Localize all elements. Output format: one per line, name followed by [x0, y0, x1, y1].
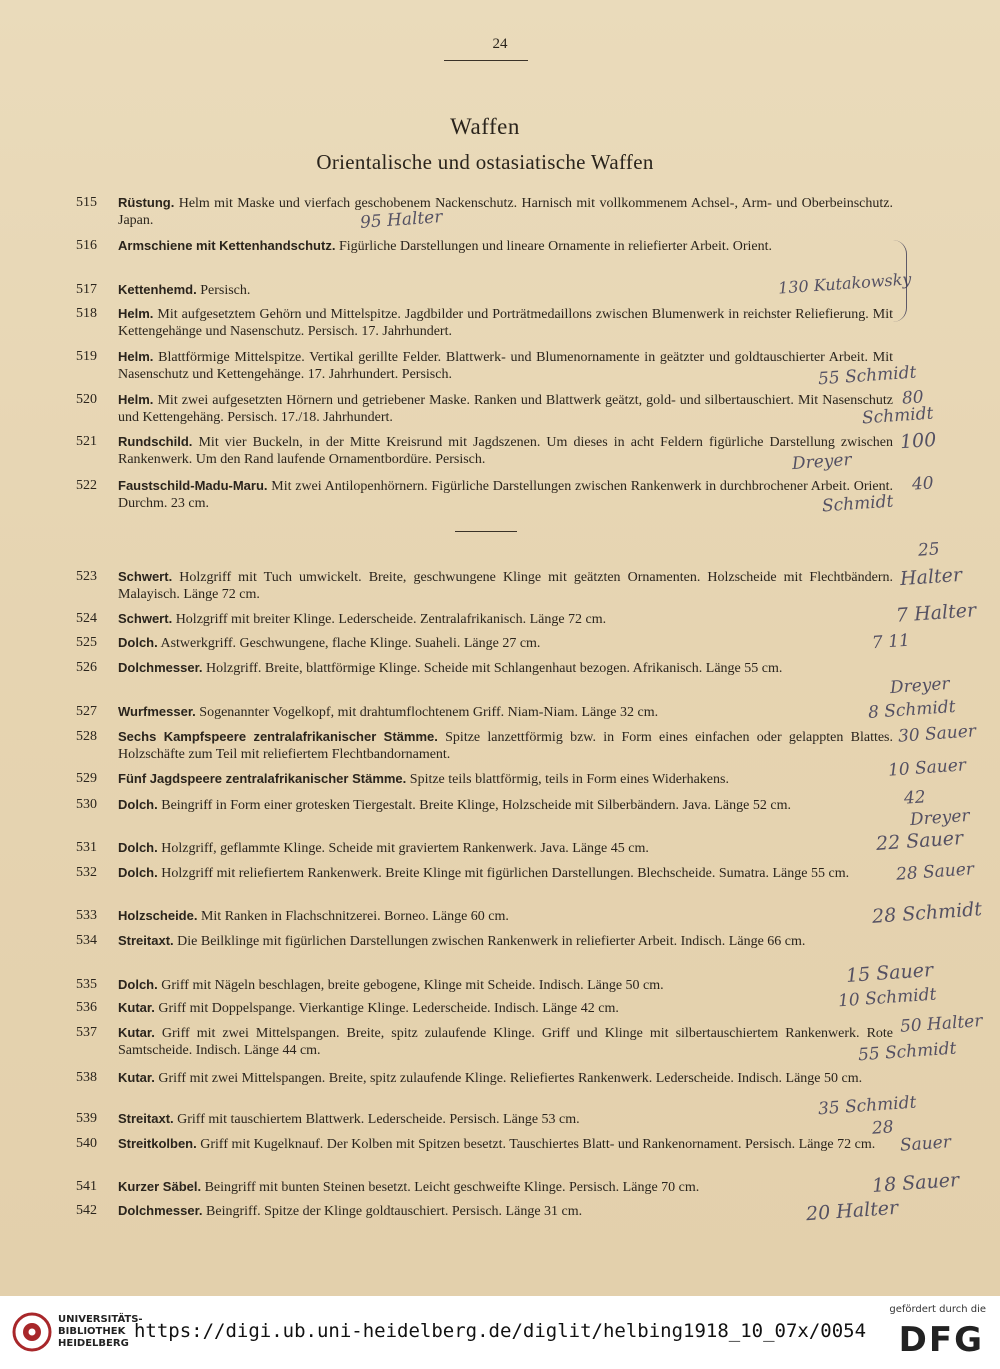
handwritten-annotation: Sauer — [899, 1132, 952, 1156]
lot-title: Helm. — [118, 306, 154, 321]
lot-description: Helm mit Maske und vierfach geschobenem Nackenschutz. Harnisch mit vollkommenem Achsel-, Arm- und Oberbeinschutz. Japan. — [118, 196, 893, 228]
source-url-link[interactable]: https://digi.ub.uni-heidelberg.de/diglit/helbing1918_10_07x/0054 — [133, 1320, 867, 1342]
lot-description: Blattförmige Mittelspitze. Vertikal gerillte Felder. Blattwerk- und Blumenornamente in geätzter und goldtauschierter Arbeit. Mit Nasenschutz und Kettengehänge. 17. Jahrhundert. Persisch. — [118, 350, 894, 382]
lot-number: 522 — [76, 478, 97, 493]
lot-number: 523 — [76, 569, 97, 584]
lot-number: 519 — [76, 349, 97, 364]
lot-title: Dolch. — [118, 797, 158, 812]
lot-title: Rundschild. — [118, 434, 193, 449]
page-number-rule — [444, 60, 528, 61]
lot-title: Dolch. — [118, 977, 158, 992]
lot-description: Griff mit zwei Mittelspangen. Breite, spitz zulaufende Klinge. Griff und Klinge mit silbertauschiertem Rankenwerk. Rote Samtscheide. Indisch. Länge 44 cm. — [118, 1026, 894, 1058]
lot-title: Kutar. — [118, 1070, 155, 1085]
footer-bar — [0, 1296, 1000, 1369]
lot-description: Die Beilklinge mit figürlichen Darstellungen zwischen Rankenwerk in reliefierter Arbeit. Indisch. Länge 66 cm. — [177, 934, 806, 949]
lot-title: Rüstung. — [118, 195, 175, 210]
lot-title: Dolchmesser. — [118, 1203, 203, 1218]
lot-title: Streitaxt. — [118, 933, 174, 948]
lot-number: 518 — [76, 306, 97, 321]
lot-description: Holzgriff, geflammte Klinge. Scheide mit graviertem Rankenwerk. Java. Länge 45 cm. — [161, 841, 649, 856]
lot-title: Kutar. — [118, 1025, 155, 1040]
handwritten-annotation: Halter — [899, 563, 963, 591]
lot-description: Persisch. — [200, 283, 251, 298]
lot-title: Helm. — [118, 392, 154, 407]
lot-description: Griff mit Kugelknauf. Der Kolben mit Spitzen besetzt. Tauschiertes Blatt- und Rankenornament. Persisch. Länge 72 cm. — [200, 1137, 876, 1152]
lot-description: Figürliche Darstellungen und lineare Ornamente in reliefierter Arbeit. Orient. — [338, 239, 773, 254]
lot-description: Spitze lanzettförmig bzw. in Form eines einfachen oder gelappten Blattes. Holzschäfte zum Teil mit reliefiertem Flechtbandornament. — [118, 730, 894, 762]
lot-title: Dolchmesser. — [118, 660, 203, 675]
section-divider — [455, 531, 517, 532]
handwritten-annotation: 28 — [871, 1117, 895, 1139]
handwritten-annotation: 10 Schmidt — [837, 984, 938, 1012]
lot-number: 535 — [76, 977, 97, 992]
lot-title: Wurfmesser. — [118, 704, 196, 719]
lot-number: 537 — [76, 1025, 97, 1040]
handwritten-annotation: 40 — [911, 473, 935, 495]
handwritten-annotation: 35 Schmidt — [817, 1092, 918, 1120]
lot-description: Beingriff mit bunten Steinen besetzt. Leicht geschweifte Klinge. Persisch. Länge 70 cm. — [204, 1180, 700, 1195]
handwritten-annotation: 25 — [917, 539, 941, 561]
lot-number: 525 — [76, 635, 97, 650]
page-number: 24 — [492, 36, 508, 52]
lot-description: Mit Ranken in Flachschnitzerei. Borneo. Länge 60 cm. — [200, 909, 509, 924]
lot-description: Holzgriff mit reliefiertem Rankenwerk. Breite Klinge mit figürlichen Darstellungen. Blechscheide. Sumatra. Länge 55 cm. — [161, 866, 850, 881]
lot-number: 528 — [76, 729, 97, 744]
lot-number: 521 — [76, 434, 97, 449]
lot-number: 517 — [76, 282, 97, 297]
handwritten-annotation: 80 — [901, 387, 925, 409]
lot-number: 515 — [76, 195, 97, 210]
handwritten-annotation: Dreyer — [909, 805, 971, 831]
institution-line: UNIVERSITÄTS- — [58, 1314, 143, 1325]
lot-title: Dolch. — [118, 865, 158, 880]
handwritten-annotation: 28 Sauer — [895, 859, 975, 885]
lot-description: Griff mit tauschiertem Blattwerk. Lederscheide. Persisch. Länge 53 cm. — [177, 1112, 580, 1127]
lot-number: 538 — [76, 1070, 97, 1085]
lot-description: Mit zwei aufgesetzten Hörnern und getriebener Maske. Ranken und Blattwerk geätzt, gold- und silbertauschiert. Mit Nasenschutz und Kettengehäng. Persisch. 17./18. Jahrhundert. — [118, 393, 894, 425]
institution-line: HEIDELBERG — [58, 1338, 129, 1349]
lot-description: Holzgriff. Breite, blattförmige Klinge. Scheide mit Schlangenhaut bezogen. Afrikanisch. Länge 55 cm. — [206, 661, 783, 676]
handwritten-annotation: 8 Schmidt — [867, 696, 957, 724]
lot-number: 524 — [76, 611, 97, 626]
lot-description: Griff mit Doppelspange. Vierkantige Klinge. Lederscheide. Indisch. Länge 42 cm. — [158, 1001, 619, 1016]
handwritten-annotation: 10 Sauer — [887, 755, 967, 781]
lot-title: Faustschild-Madu-Maru. — [118, 478, 268, 493]
handwritten-annotation: 7 Halter — [895, 599, 977, 627]
funding-caption: gefördert durch die — [889, 1304, 986, 1315]
lot-number: 541 — [76, 1179, 97, 1194]
handwritten-annotation: Schmidt — [861, 403, 935, 429]
lot-description: Beingriff. Spitze der Klinge goldtauschiert. Persisch. Länge 31 cm. — [206, 1204, 583, 1219]
lot-description: Griff mit Nägeln beschlagen, breite gebogene, Klinge mit Scheide. Indisch. Länge 50 cm. — [161, 978, 664, 993]
lot-description: Mit zwei Antilopenhörnern. Figürliche Darstellungen zwischen Rankenwerk in durchbrochener Arbeit. Orient. Durchm. 23 cm. — [118, 479, 894, 511]
lot-number: 542 — [76, 1203, 97, 1218]
lot-number: 527 — [76, 704, 97, 719]
lot-number: 516 — [76, 238, 97, 253]
dfg-logo: DFG — [898, 1320, 984, 1360]
lot-title: Holzscheide. — [118, 908, 198, 923]
lot-number: 532 — [76, 865, 97, 880]
lot-title: Kutar. — [118, 1000, 155, 1015]
lot-description: Spitze teils blattförmig, teils in Form eines Widerhakens. — [409, 772, 729, 787]
lot-title: Streitaxt. — [118, 1111, 174, 1126]
lot-number: 533 — [76, 908, 97, 923]
lot-number: 520 — [76, 392, 97, 407]
lot-number: 529 — [76, 771, 97, 786]
handwritten-annotation: Schmidt — [821, 491, 895, 517]
lot-title: Armschiene mit Kettenhandschutz. — [118, 238, 336, 253]
lot-description: Holzgriff mit Tuch umwickelt. Breite, geschwungene Klinge mit geätzten Ornamenten. Holzscheide mit Flechtbändern. Malayisch. Länge 72 cm. — [118, 570, 893, 602]
lot-description: Beingriff in Form einer grotesken Tiergestalt. Breite Klinge, Holzscheide mit Silberbändern. Java. Länge 52 cm. — [161, 798, 791, 813]
handwritten-annotation: Dreyer — [889, 673, 951, 699]
lot-number: 536 — [76, 1000, 97, 1015]
handwritten-annotation: 20 Halter — [805, 1196, 899, 1226]
lot-title: Schwert. — [118, 569, 173, 584]
lot-description: Mit vier Buckeln, in der Mitte Kreisrund mit Jagdszenen. Um dieses in acht Feldern figürliche Darstellung zwischen Rankenwerk. Um den Rand laufende Ornamentbordüre. Persisch. — [118, 435, 894, 467]
lot-description: Astwerkgriff. Geschwungene, flache Klinge. Suaheli. Länge 27 cm. — [160, 636, 541, 651]
handwritten-annotation: 30 Sauer — [897, 721, 977, 747]
lot-title: Dolch. — [118, 635, 158, 650]
lot-description: Mit aufgesetztem Gehörn und Mittelspitze. Jagdbilder und Porträtmedaillons zwischen Blumenwerk in reichster Reliefierung. Mit Kettengehänge und Nasenschutz. Persisch. 17. Jahrhundert. — [118, 307, 894, 339]
lot-title: Fünf Jagdspeere zentralafrikanischer Stämme. — [118, 771, 407, 786]
handwritten-annotation: 130 Kutakowsky — [777, 269, 912, 298]
lot-number: 526 — [76, 660, 97, 675]
handwritten-annotation: Dreyer — [791, 449, 853, 475]
lot-number: 539 — [76, 1111, 97, 1126]
lot-title: Sechs Kampfspeere zentralafrikanischer Stämme. — [118, 729, 438, 744]
lot-title: Kurzer Säbel. — [118, 1179, 202, 1194]
handwritten-annotation: 28 Schmidt — [871, 898, 983, 928]
section-heading: Waffen — [450, 114, 520, 139]
lot-title: Kettenhemd. — [118, 282, 197, 297]
handwritten-annotation: 18 Sauer — [871, 1168, 960, 1198]
institution-line: BIBLIOTHEK — [58, 1326, 126, 1337]
handwritten-annotation: 42 — [903, 787, 927, 809]
lot-number: 534 — [76, 933, 97, 948]
lot-number: 540 — [76, 1136, 97, 1151]
handwritten-annotation: 95 Halter — [359, 207, 444, 233]
handwritten-annotation: 55 Schmidt — [857, 1038, 958, 1066]
handwritten-annotation: 22 Sauer — [875, 826, 964, 856]
lot-description: Griff mit zwei Mittelspangen. Breite, spitz zulaufende Klinge. Reliefiertes Rankenwerk. Lederscheide. Indisch. Länge 50 cm. — [158, 1071, 863, 1086]
lot-title: Dolch. — [118, 840, 158, 855]
handwritten-annotation: 15 Sauer — [845, 958, 934, 988]
lot-title: Schwert. — [118, 611, 173, 626]
lot-number: 530 — [76, 797, 97, 812]
section-subheading: Orientalische und ostasiatische Waffen — [316, 150, 654, 174]
lot-description: Sogenannter Vogelkopf, mit drahtumflochtenem Griff. Niam-Niam. Länge 32 cm. — [199, 705, 659, 720]
lot-description: Holzgriff mit breiter Klinge. Lederscheide. Zentralafrikanisch. Länge 72 cm. — [175, 612, 607, 627]
handwritten-annotation: 55 Schmidt — [817, 362, 918, 390]
handwritten-annotation: 7 11 — [871, 630, 911, 654]
lot-title: Helm. — [118, 349, 154, 364]
handwritten-annotation: 100 — [899, 428, 937, 454]
lot-number: 531 — [76, 840, 97, 855]
lot-title: Streitkolben. — [118, 1136, 197, 1151]
handwritten-annotation: 50 Halter — [899, 1011, 984, 1037]
